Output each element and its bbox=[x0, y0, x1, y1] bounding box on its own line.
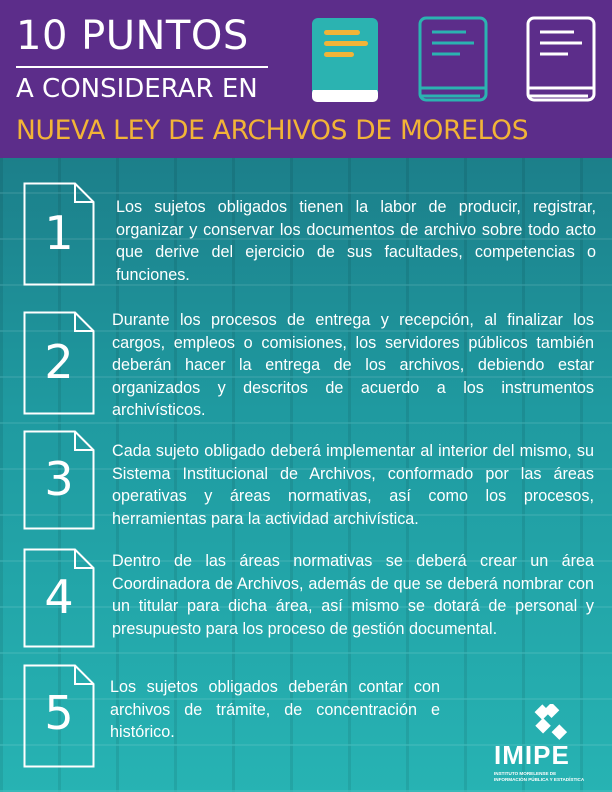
logo-subtitle-line2: INFORMACIÓN PÚBLICA Y ESTADÍSTICA bbox=[494, 776, 585, 782]
point-number-box bbox=[23, 548, 95, 648]
logo-wordmark: IMIPE bbox=[494, 740, 570, 770]
point-number: 3 bbox=[44, 452, 74, 506]
outline-teal-book-icon bbox=[420, 18, 486, 100]
point-text: Los sujetos obligados deberán contar con archivos de trámite, de concentración e histórico. bbox=[110, 678, 440, 741]
outline-white-book-icon bbox=[528, 18, 594, 100]
point-text: Durante los procesos de entrega y recepción, al finalizar los cargos, empleos o comisiones, los servidores públicos también deberán hacer la entrega de los archivos, debiendo estar organizados y descritos de acuerdo a los instrumentos archivísticos. bbox=[112, 311, 594, 419]
point-number: 5 bbox=[44, 686, 74, 740]
point-text: Los sujetos obligados tienen la labor de producir, registrar, organizar y conservar los documentos de archivo sobre todo acto que derive del ejercicio de sus facultades, competencias o funciones. bbox=[116, 198, 596, 284]
point-number-box bbox=[23, 182, 95, 286]
header-band bbox=[0, 0, 612, 158]
point-number: 2 bbox=[44, 335, 74, 389]
point-number-box bbox=[23, 664, 95, 768]
title-main: 10 PUNTOS bbox=[16, 13, 249, 59]
point-number: 1 bbox=[44, 206, 74, 260]
logo-subtitle-line1: INSTITUTO MORELENSE DE bbox=[494, 771, 557, 776]
title-law: NUEVA LEY DE ARCHIVOS DE MORELOS bbox=[16, 115, 529, 146]
point-number: 4 bbox=[44, 570, 74, 624]
point-number-box bbox=[23, 311, 95, 415]
point-text: Dentro de las áreas normativas se deberá crear un área Coordinadora de Archivos, además de que se deberá nombrar con un titular para dicha área, así mismo se dotará de personal y presupuesto para los proceso de gestión documental. bbox=[112, 552, 594, 638]
teal-book-icon bbox=[312, 18, 378, 102]
logo-subtitle bbox=[494, 771, 608, 782]
books-icon bbox=[308, 12, 608, 110]
point-text: Cada sujeto obligado deberá implementar al interior del mismo, su Sistema Institucional de Archivos, conformado por las áreas operativas y áreas normativas, así como los procesos, herramientas para la actividad archivística. bbox=[112, 442, 594, 528]
point-number-box bbox=[23, 430, 95, 530]
title-divider bbox=[16, 66, 268, 68]
title-sub: A CONSIDERAR EN bbox=[16, 74, 258, 104]
